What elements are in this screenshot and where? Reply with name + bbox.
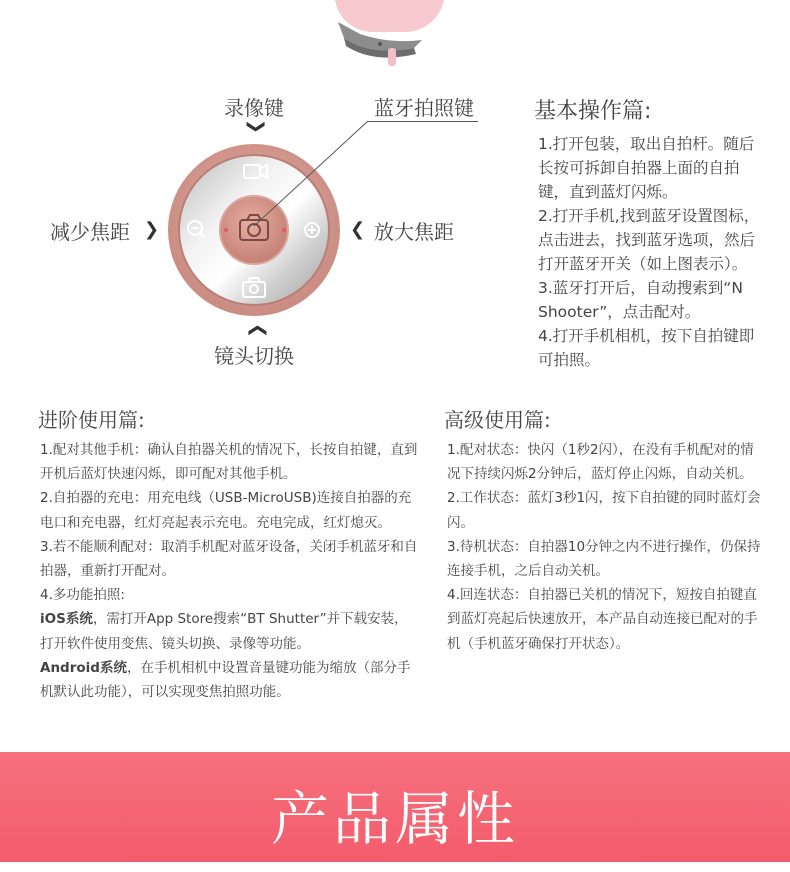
bt-shutter-key-label: 蓝牙拍照键 xyxy=(374,96,474,120)
left-arrow-icon: ❮ xyxy=(350,219,366,240)
advanced-item: 3.若不能顺利配对：取消手机配对蓝牙设备，关闭手机蓝牙和自拍器，重新打开配对。 xyxy=(40,538,418,580)
basic-ops-title: 基本操作篇: xyxy=(534,99,652,124)
product-top-image xyxy=(330,0,450,70)
right-arrow-icon: ❯ xyxy=(144,219,160,240)
high-usage-title: 高级使用篇: xyxy=(444,408,551,432)
basic-ops-item: 4.打开手机相机，按下自拍键即可拍照。 xyxy=(538,327,755,369)
advanced-usage-title: 进阶使用篇: xyxy=(38,408,145,432)
product-attributes-banner xyxy=(0,752,790,862)
banner-title: 产品属性 xyxy=(270,785,519,853)
basic-ops-list xyxy=(538,132,766,372)
high-item: 3.待机状态：自拍器10分钟之内不进行操作，仍保持连接手机，之后自动关机。 xyxy=(447,538,761,580)
android-text: ，在手机相机中设置音量键功能为缩放（部分手机默认此功能），可以实现变焦拍照功能。 xyxy=(40,659,411,701)
advanced-item: 2.自拍器的充电：用充电线（USB-MicroUSB)连接自拍器的充电口和充电器，红灯亮起表示充电。充电完成，红灯熄灭。 xyxy=(40,490,412,531)
record-key-label: 录像键 xyxy=(224,96,284,120)
bt-label-underline xyxy=(368,121,478,122)
bt-pointer-line xyxy=(250,120,370,230)
ios-label: iOS系统 xyxy=(40,611,93,628)
basic-ops-item: 1.打开包装，取出自拍杆。随后长按可拆卸自拍器上面的自拍键，直到蓝灯闪烁。 xyxy=(538,135,755,201)
high-usage-list xyxy=(447,438,762,656)
high-item: 2.工作状态：蓝灯3秒1闪，按下自拍键的同时蓝灯会闪。 xyxy=(447,490,761,531)
zoom-in-label: 放大焦距 xyxy=(374,220,454,244)
basic-ops-item: 3.蓝牙打开后，自动搜索到“N Shooter”，点击配对。 xyxy=(538,279,743,321)
ios-text: ，需打开App Store搜索“BT Shutter”并下载安装，打开软件使用变焦、镜头切换、录像等功能。 xyxy=(40,611,408,652)
high-item: 4.回连状态：自拍器已关机的情况下，短按自拍键直到蓝灯亮起后快速放开，本产品自动连接已配对的手机（手机蓝牙确保打开状态）。 xyxy=(447,587,758,652)
advanced-usage-list xyxy=(40,438,420,704)
advanced-android-item xyxy=(40,656,420,704)
advanced-item: 4.多功能拍照: xyxy=(40,587,125,604)
android-label: Android系统 xyxy=(40,659,127,676)
lens-switch-label: 镜头切换 xyxy=(214,344,294,368)
zoom-out-label: 减少焦距 xyxy=(50,220,130,244)
basic-ops-item: 2.打开手机,找到蓝牙设置图标，点击进去，找到蓝牙选项，然后打开蓝牙开关（如上图表示）。 xyxy=(538,207,760,273)
down-arrow-icon: ❯ xyxy=(246,118,268,135)
up-arrow-icon: ❯ xyxy=(246,322,268,339)
advanced-item: 1.配对其他手机：确认自拍器关机的情况下，长按自拍键，直到开机后蓝灯快速闪烁，即可配对其他手机。 xyxy=(40,442,418,483)
high-item: 1.配对状态：快闪（1秒2闪），在没有手机配对的情况下持续闪烁2分钟后，蓝灯停止闪烁，自动关机。 xyxy=(447,442,754,483)
advanced-ios-item xyxy=(40,607,420,655)
